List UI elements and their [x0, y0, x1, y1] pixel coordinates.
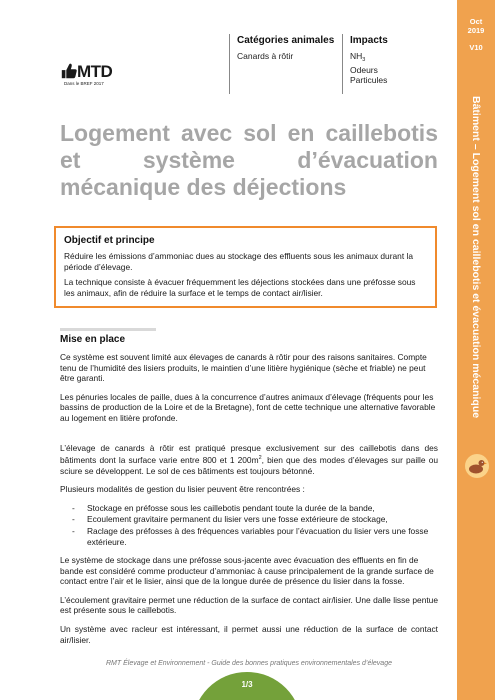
impact-item: Odeurs [350, 65, 378, 75]
thumbs-up-icon [60, 62, 78, 80]
objective-paragraph: La technique consiste à évacuer fréquemment les déjections stockées dans une préfosse sous les animaux, afin de réduire la surface et le temps de contact air/lisier. [64, 277, 416, 298]
body-paragraph: Le système de stockage dans une préfosse sous-jacente avec évacuation des effluents en fin de bande est considéré comme producteur d’ammoniac à cause principalement de la grande surface de contact entre l’air et le lisier, ainsi que de la longue durée de présence du lisier dans la fosse. [60, 555, 434, 587]
objective-box [54, 226, 437, 308]
body-paragraph: L’élevage de canards à rôtir est pratiqué presque exclusivement sur des caillebotis dans des bâtiments dont la surface varie entre 800 et 1 $200m^2$, bien que des modes d’élevages sur paille ou sciure se développent. Le sol de ces bâtiments est toujours bétonné. [60, 442, 439, 476]
list-item: - Raclage des préfosses à des fréquences variables pour l’évacuation du lisier vers une fosse extérieure. [60, 526, 438, 547]
section-body [60, 352, 438, 653]
impacts-list [350, 51, 432, 85]
list-item: - Stockage en préfosse sous les caillebotis pendant toute la durée de la bande, [60, 503, 438, 514]
logo-text: MTD [77, 62, 113, 81]
categories-value: Canards à rôtir [237, 51, 294, 61]
body-paragraph: Ce système est souvent limité aux élevages de canards à rôtir pour des raisons sanitaires. Compte tenu de l’humidité des lisiers produits, le maintien d’une litière hygiénique (sèche et friable) ne peut être garanti. [60, 352, 427, 384]
page-number: 1/3 [241, 680, 253, 689]
page-title: Logement avec sol en caillebotis et système d’évacuation mécanique des déjections [60, 120, 438, 200]
footer-text: RMT Élevage et Environnement - Guide des bonnes pratiques environnementales d’élevage [105, 660, 392, 667]
list-item: - Ecoulement gravitaire permanent du lisier vers une fosse extérieure de stockage, [60, 514, 438, 525]
body-paragraph: Plusieurs modalités de gestion du lisier peuvent être rencontrées : [60, 484, 305, 495]
body-paragraph: L’écoulement gravitaire permet une réduction de la surface de contact air/lisier. Une dalle lisse pentue est présente sous le caillebotis. [60, 594, 438, 616]
impact-nh3: $NH_3$ [350, 51, 366, 63]
objective-paragraph: Réduire les émissions d’ammoniac dues au stockage des effluents sous les animaux durant la période d’élevage. [64, 251, 413, 272]
logo-subtitle: Dans le BREF 2017 [64, 81, 104, 86]
impacts-title: Impacts [350, 35, 388, 46]
section-rule [60, 328, 156, 331]
duck-icon [465, 454, 489, 478]
body-paragraph: Les pénuries locales de paille, dues à la concurrence d’autres animaux d’élevage (fréquents pour les bassins de production de la Loire et de la Bretagne), font de cette technique une alternative favorable au logement en litière profonde. [60, 391, 436, 423]
side-title: Bâtiment – Logement sol en caillebotis et évacuation mécanique [470, 96, 482, 419]
sheet-version: V10 [469, 43, 483, 52]
impact-item: Particules [350, 75, 388, 85]
body-paragraph: Un système avec racleur est intéressant, il permet aussi une réduction de la surface de contact air/lisier. [60, 624, 438, 645]
sheet-date: Oct 2019 [467, 17, 485, 35]
categories-column [229, 34, 339, 94]
side-band [457, 0, 495, 700]
impacts-column [342, 34, 432, 94]
section-heading: Mise en place [60, 334, 126, 345]
categories-title: Catégories animales [237, 35, 335, 46]
mtd-logo [60, 60, 120, 90]
side-title-container [463, 96, 489, 419]
objective-heading: Objectif et principe [64, 235, 155, 246]
management-list [60, 503, 438, 547]
